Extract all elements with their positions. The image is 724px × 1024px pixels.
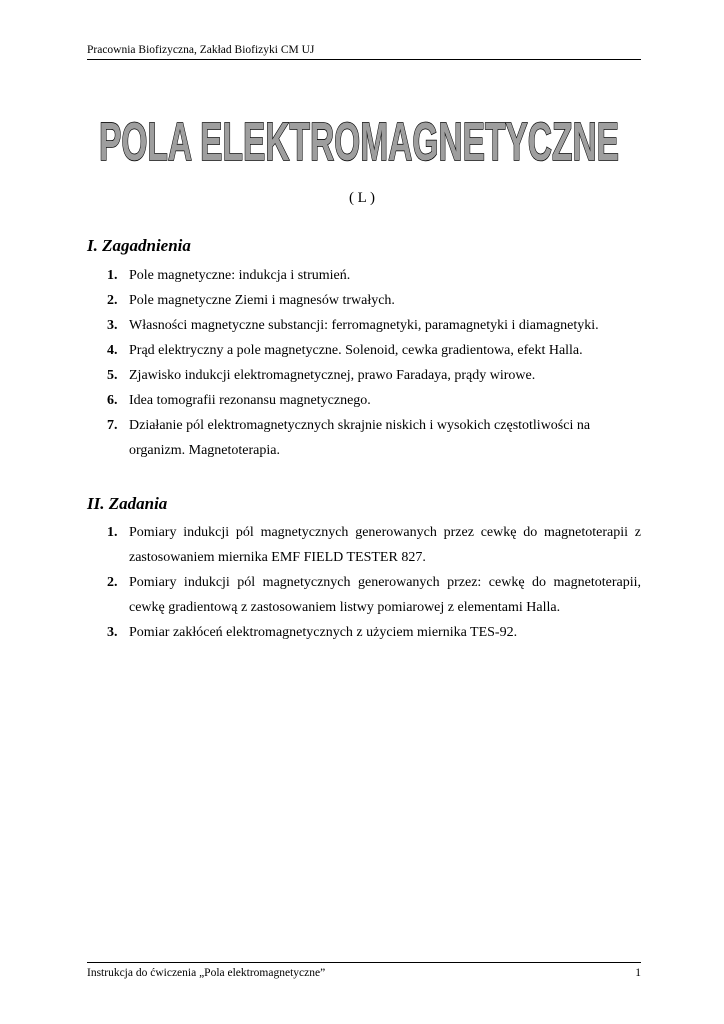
footer-title: Instrukcja do ćwiczenia „Pola elektromagnetyczne” — [87, 967, 326, 979]
title-text: POLA ELEKTROMAGNETYCZNE — [99, 112, 619, 172]
item-number: 5. — [107, 368, 118, 383]
item-text: Pomiary indukcji pól magnetycznych generowanych przez: cewkę do magnetoterapii, cewkę gradientową z zastosowaniem listwy pomiarowej z elementami Halla. — [129, 575, 641, 615]
page-header: Pracownia Biofizyczna, Zakład Biofizyki CM UJ — [87, 44, 641, 60]
list-item — [87, 288, 641, 313]
item-number: 3. — [107, 318, 118, 333]
page-number: 1 — [635, 967, 641, 979]
list-item — [87, 620, 641, 645]
item-text: Prąd elektryczny a pole magnetyczne. Solenoid, cewka gradientowa, efekt Halla. — [129, 343, 583, 358]
item-number: 2. — [107, 575, 118, 590]
item-text: Pomiar zakłóceń elektromagnetycznych z użyciem miernika TES-92. — [129, 625, 518, 640]
item-text: Pole magnetyczne Ziemi i magnesów trwałych. — [129, 293, 395, 308]
item-number: 2. — [107, 293, 118, 308]
item-text: Pole magnetyczne: indukcja i strumień. — [129, 268, 351, 283]
exercise-code: ( L ) — [348, 190, 376, 206]
list-item — [87, 338, 641, 363]
item-text: Idea tomografii rezonansu magnetycznego. — [129, 393, 371, 408]
item-text: Działanie pól elektromagnetycznych skrajnie niskich i wysokich częstotliwości na organizm. Magnetoterapia. — [129, 418, 591, 458]
item-text: Pomiary indukcji pól magnetycznych generowanych przez cewkę do magnetoterapii z zastosowaniem miernika EMF FIELD TESTER 827. — [129, 525, 641, 565]
list-item — [87, 413, 641, 463]
list-item — [87, 313, 641, 338]
item-number: 1. — [107, 268, 118, 283]
list-item — [87, 263, 641, 288]
item-number: 7. — [107, 418, 118, 433]
document-title — [96, 98, 622, 172]
section-title-zagadnienia: I. Zagadnienia — [87, 236, 191, 255]
list-item — [87, 570, 641, 620]
title-wordart — [96, 98, 622, 172]
item-text: Zjawisko indukcji elektromagnetycznej, prawo Faradaya, prądy wirowe. — [129, 368, 536, 383]
item-number: 4. — [107, 343, 118, 358]
list-item — [87, 388, 641, 413]
item-text: Własności magnetyczne substancji: ferromagnetyki, paramagnetyki i diamagnetyki. — [129, 318, 599, 333]
page-footer — [87, 962, 641, 979]
list-zagadnienia — [87, 263, 641, 463]
list-zadania — [87, 520, 641, 645]
list-item — [87, 520, 641, 570]
item-number: 1. — [107, 525, 118, 540]
section-title-zadania: II. Zadania — [87, 494, 168, 513]
list-item — [87, 363, 641, 388]
item-number: 6. — [107, 393, 118, 408]
item-number: 3. — [107, 625, 118, 640]
